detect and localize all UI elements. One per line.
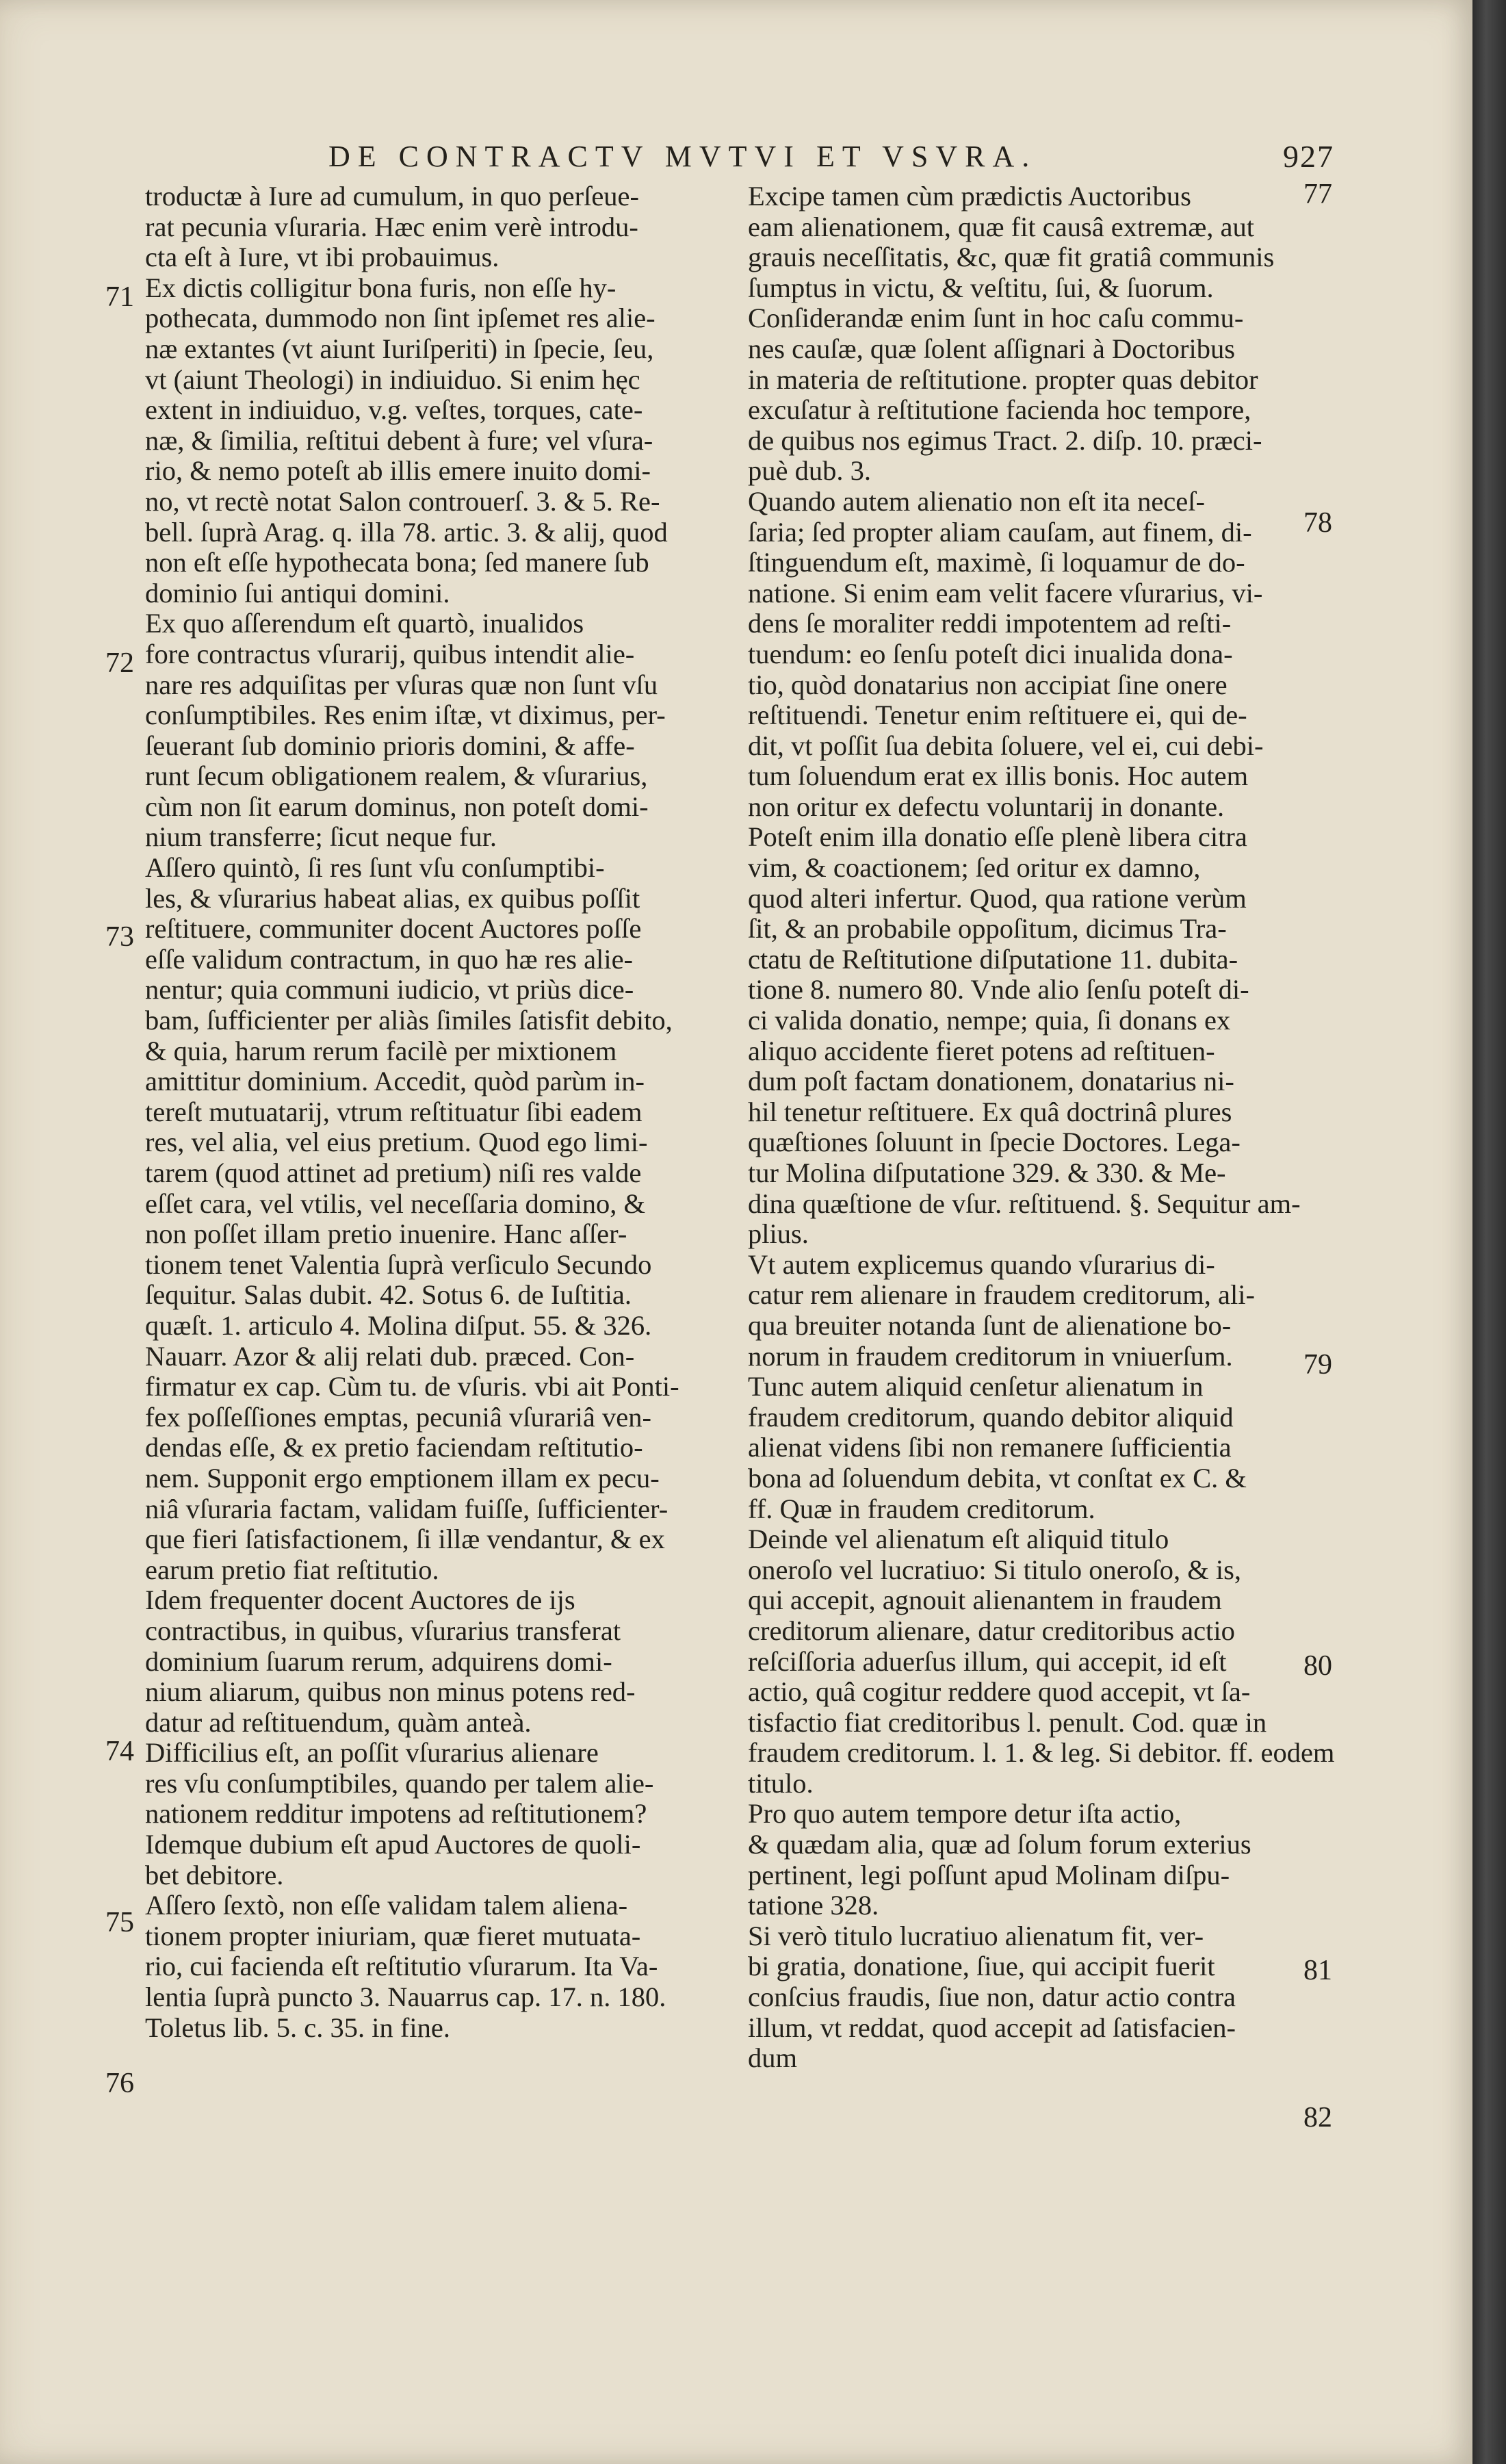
text-line: Conſiderandæ enim ſunt in hoc caſu commu- <box>748 303 1244 334</box>
margin-number-78: 78 <box>1303 507 1332 539</box>
text-line: earum pretio fiat reſtitutio. <box>145 1554 439 1585</box>
margin-number-72: 72 <box>105 647 134 679</box>
text-line: extent in indiuiduo, v.g. veſtes, torques, cate- <box>145 394 643 426</box>
text-line: oneroſo vel lucratiuo: Si titulo oneroſo, & is, <box>748 1554 1242 1585</box>
text-line: res, vel alia, vel eius pretium. Quod ego limi- <box>145 1127 648 1158</box>
text-line: ſumptus in victu, & veſtitu, ſui, & ſuorum. <box>748 272 1214 303</box>
text-line: contractibus, in quibus, vſurarius transferat <box>145 1615 621 1646</box>
text-line: ctatu de Reſtitutione diſputatione 11. dubita- <box>748 943 1238 975</box>
text-line: titulo. <box>748 1767 814 1799</box>
text-line: natione. Si enim eam velit facere vſurarius, vi- <box>748 577 1263 608</box>
text-line: reſtituendi. Tenetur enim reſtituere ei, qui de- <box>748 700 1247 731</box>
text-line: illum, vt reddat, quod accepit ad ſatisfacien- <box>748 2012 1236 2043</box>
text-line: næ, & ſimilia, reſtitui debent à fure; vel vſura- <box>145 424 653 456</box>
text-line: pothecata, dummodo non ſint ipſemet res alie- <box>145 303 655 334</box>
text-line: non eſt eſſe hypothecata bona; ſed manere ſub <box>145 547 649 578</box>
text-line: tuendum: eo ſenſu poteſt dici inualida dona- <box>748 638 1233 669</box>
left-column <box>145 181 714 2043</box>
text-line: tisfactio fiat creditoribus l. penult. Cod. quæ in <box>748 1706 1267 1738</box>
margin-number-75: 75 <box>105 1907 134 1938</box>
right-column <box>748 181 1335 2074</box>
text-line: cùm non ſit earum dominus, non poteſt domi- <box>145 791 649 822</box>
text-line: eſſe validum contractum, in quo hæ res alie- <box>145 943 634 975</box>
text-line: Si verò titulo lucratiuo alienatum fit, ver- <box>748 1920 1204 1951</box>
text-line: Poteſt enim illa donatio eſſe plenè libera citra <box>748 821 1247 853</box>
text-line: næ extantes (vt aiunt Iuriſperiti) in ſpecie, ſeu, <box>145 333 654 364</box>
text-line: firmatur ex cap. Cùm tu. de vſuris. vbi ait Ponti- <box>145 1371 679 1402</box>
text-line: res vſu conſumptibiles, quando per talem alie- <box>145 1767 654 1799</box>
text-line: nium aliarum, quibus non minus potens red- <box>145 1676 636 1708</box>
margin-number-76: 76 <box>105 2068 134 2099</box>
margin-number-77: 77 <box>1303 179 1332 210</box>
text-line: Tunc autem aliquid cenſetur alienatum in <box>748 1371 1204 1402</box>
text-line: eſſet cara, vel vtilis, vel neceſſaria domino, & <box>145 1188 645 1219</box>
text-line: ſeuerant ſub dominio prioris domini, & affe- <box>145 730 635 761</box>
text-line: Idemque dubium eſt apud Auctores de quoli- <box>145 1829 641 1860</box>
text-line: aliquo accidente fieret potens ad reſtituen- <box>748 1035 1215 1066</box>
text-line: qua breuiter notanda ſunt de alienatione bo- <box>748 1309 1232 1341</box>
text-line: dominio ſui antiqui domini. <box>145 577 450 608</box>
text-line: tio, quòd donatarius non accipiat ſine onere <box>748 669 1228 700</box>
text-line: de quibus nos egimus Tract. 2. diſp. 10. præci- <box>748 424 1262 456</box>
text-line: Ex quo aſſerendum eſt quartò, inualidos <box>145 608 584 639</box>
margin-number-82: 82 <box>1303 2102 1332 2133</box>
text-line: no, vt rectè notat Salon controuerſ. 3. & 5. Re- <box>145 485 660 517</box>
text-line: Ex dictis colligitur bona furis, non eſſe hy- <box>145 272 616 303</box>
text-line: amittitur dominium. Accedit, quòd parùm in- <box>145 1066 645 1097</box>
margin-number-73: 73 <box>105 921 134 953</box>
margin-number-80: 80 <box>1303 1650 1332 1682</box>
text-line: troductæ à Iure ad cumulum, in quo perſeue- <box>145 181 640 211</box>
running-header <box>328 136 1334 177</box>
text-line: Nauarr. Azor & alij relati dub. præced. Con- <box>145 1340 635 1372</box>
text-line: Difficilius eſt, an poſſit vſurarius alienare <box>145 1737 599 1769</box>
text-line: dominium ſuarum rerum, adquirens domi- <box>145 1645 612 1677</box>
text-line: fex poſſeſſiones emptas, pecuniâ vſurariâ ven- <box>145 1401 651 1433</box>
text-line: Excipe tamen cùm prædictis Auctoribus <box>748 181 1191 211</box>
text-line: in materia de reſtitutione. propter quas debitor <box>748 363 1258 395</box>
text-line: grauis neceſſitatis, &c, quæ fit gratiâ communis <box>748 242 1275 273</box>
text-line: rio, cui facienda eſt reſtitutio vſurarum. Ita Va- <box>145 1951 658 1982</box>
text-line: quod alteri infertur. Quod, qua ratione verùm <box>748 882 1247 914</box>
running-title: DE CONTRACTV MVTVI ET VSVRA. <box>328 139 1037 173</box>
text-line: nationem redditur impotens ad reſtitutionem? <box>145 1798 647 1830</box>
margin-number-74: 74 <box>105 1736 134 1767</box>
text-line: qui accepit, agnouit alienantem in fraudem <box>748 1584 1222 1616</box>
text-line: ff. Quæ in fraudem creditorum. <box>748 1493 1095 1524</box>
text-line: tione 8. numero 80. Vnde alio ſenſu poteſt di- <box>748 974 1249 1005</box>
text-line: tum ſoluendum erat ex illis bonis. Hoc autem <box>748 760 1249 792</box>
text-line: lentia ſuprà puncto 3. Nauarrus cap. 17. n. 180. <box>145 1981 666 2013</box>
text-line: eam alienationem, quæ fit causâ extremæ, aut <box>748 211 1254 242</box>
text-line: Deinde vel alienatum eſt aliquid titulo <box>748 1524 1169 1555</box>
margin-number-81: 81 <box>1303 1955 1332 1986</box>
text-line: vt (aiunt Theologi) in indiuiduo. Si enim hęc <box>145 363 640 395</box>
text-line: Aſſero ſextò, non eſſe validam talem aliena- <box>145 1890 628 1921</box>
text-line: bet debitore. <box>145 1859 284 1890</box>
text-line: tionem propter iniuriam, quæ fieret mutuata- <box>145 1920 641 1951</box>
text-line: ſtinguendum eſt, maximè, ſi loquamur de do- <box>748 547 1245 578</box>
text-line: ci valida donatio, nempe; quia, ſi donans ex <box>748 1005 1231 1036</box>
text-line: tereſt mutuatarij, vtrum reſtituatur ſibi eadem <box>145 1096 642 1127</box>
text-line: Pro quo autem tempore detur iſta actio, <box>748 1798 1182 1830</box>
text-line: bona ad ſoluendum debita, vt conſtat ex C. & <box>748 1462 1247 1493</box>
text-line: quæſt. 1. articulo 4. Molina diſput. 55. & 326. <box>145 1309 652 1341</box>
text-line: rat pecunia vſuraria. Hæc enim verè introdu- <box>145 211 638 242</box>
text-line: dendas eſſe, & ex pretio faciendam reſtitutio- <box>145 1432 643 1463</box>
text-line: ſaria; ſed propter aliam cauſam, aut finem, di- <box>748 516 1252 548</box>
text-line: puè dub. 3. <box>748 455 871 487</box>
text-line: non poſſet illam pretio inuenire. Hanc aſſer- <box>145 1218 627 1250</box>
text-line: plius. <box>748 1218 809 1250</box>
text-line: pertinent, legi poſſunt apud Molinam diſpu- <box>748 1859 1230 1890</box>
scan-background-edge <box>1472 0 1506 2464</box>
text-line: reſtituere, communiter docent Auctores poſſe <box>145 913 642 945</box>
text-line: vim, & coactionem; ſed oritur ex damno, <box>748 852 1201 884</box>
text-line: actio, quâ cogitur reddere quod accepit, vt ſa- <box>748 1676 1251 1708</box>
text-line: bi gratia, donatione, ſiue, qui accipit fuerit <box>748 1951 1215 1982</box>
text-line: tur Molina diſputatione 329. & 330. & Me- <box>748 1157 1226 1188</box>
text-line: ſequitur. Salas dubit. 42. Sotus 6. de Iuſtitia. <box>145 1279 632 1311</box>
text-line: Idem frequenter docent Auctores de ijs <box>145 1584 575 1616</box>
text-line: nentur; quia communi iudicio, vt priùs dice- <box>145 974 634 1005</box>
text-line: conſcius fraudis, ſiue non, datur actio contra <box>748 1981 1236 2013</box>
text-line: nes cauſæ, quæ ſolent aſſignari à Doctoribus <box>748 333 1235 364</box>
text-line: Toletus lib. 5. c. 35. in fine. <box>145 2012 450 2043</box>
text-line: dens ſe moraliter reddi impotentem ad reſti- <box>748 608 1232 639</box>
page-number: 927 <box>1283 138 1334 174</box>
text-line: les, & vſurarius habeat alias, ex quibus poſſit <box>145 882 640 914</box>
text-line: alienat videns ſibi non remanere ſufficientia <box>748 1432 1232 1463</box>
text-line: quæſtiones ſoluunt in ſpecie Doctores. Lega- <box>748 1127 1241 1158</box>
text-line: niâ vſuraria factam, validam fuiſſe, ſufficienter- <box>145 1493 668 1524</box>
text-line: non oritur ex defectu voluntarij in donante. <box>748 791 1225 822</box>
text-line: fraudem creditorum. l. 1. & leg. Si debitor. ff. eodem <box>748 1737 1335 1769</box>
text-line: & quia, harum rerum facilè per mixtionem <box>145 1035 617 1066</box>
margin-number-71: 71 <box>105 281 134 313</box>
text-line: dum <box>748 2042 798 2074</box>
text-line: rio, & nemo poteſt ab illis emere inuito domi- <box>145 455 651 487</box>
text-line: Quando autem alienatio non eſt ita neceſ- <box>748 485 1205 517</box>
text-line: norum in fraudem creditorum in vniuerſum. <box>748 1340 1233 1372</box>
text-line: dum poſt factam donationem, donatarius ni- <box>748 1066 1234 1097</box>
text-line: datur ad reſtituendum, quàm anteà. <box>145 1706 532 1738</box>
text-line: hil tenetur reſtituere. Ex quâ doctrinâ plures <box>748 1096 1232 1127</box>
text-line: nare res adquiſitas per vſuras quæ non ſunt vſu <box>145 669 658 700</box>
text-line: tatione 328. <box>748 1890 879 1921</box>
text-line: conſumptibiles. Res enim iſtæ, vt diximus, per- <box>145 700 666 731</box>
text-line: nium transferre; ſicut neque fur. <box>145 821 497 853</box>
text-line: tionem tenet Valentia ſuprà verſiculo Secundo <box>145 1248 652 1280</box>
text-line: bell. ſuprà Arag. q. illa 78. artic. 3. & alij, quod <box>145 516 668 548</box>
text-line: que fieri ſatisfactionem, ſi illæ vendantur, & ex <box>145 1524 665 1555</box>
text-line: nem. Supponit ergo emptionem illam ex pecu- <box>145 1462 660 1493</box>
text-line: dit, vt poſſit ſua debita ſoluere, vel ei, cui debi- <box>748 730 1264 761</box>
text-line: dina quæſtione de vſur. reſtituend. §. Sequitur am- <box>748 1188 1301 1219</box>
text-line: cta eſt à Iure, vt ibi probauimus. <box>145 242 499 273</box>
text-line: ſit, & an probabile oppoſitum, dicimus Tra- <box>748 913 1227 945</box>
text-line: reſciſſoria aduerſus illum, qui accepit, id eſt <box>748 1645 1227 1677</box>
margin-number-79: 79 <box>1303 1349 1332 1381</box>
text-line: Vt autem explicemus quando vſurarius di- <box>748 1248 1215 1280</box>
text-line: catur rem alienare in fraudem creditorum, ali- <box>748 1279 1256 1311</box>
text-line: tarem (quod attinet ad pretium) niſi res valde <box>145 1157 642 1188</box>
text-line: bam, ſufficienter per aliàs ſimiles ſatisfit debito, <box>145 1005 673 1036</box>
text-line: Aſſero quintò, ſi res ſunt vſu conſumptibi- <box>145 852 605 884</box>
text-line: fore contractus vſurarij, quibus intendit alie- <box>145 638 635 669</box>
text-line: fraudem creditorum, quando debitor aliquid <box>748 1401 1234 1433</box>
text-line: & quædam alia, quæ ad ſolum forum exterius <box>748 1829 1251 1860</box>
text-line: runt ſecum obligationem realem, & vſurarius, <box>145 760 648 792</box>
text-line: creditorum alienare, datur creditoribus actio <box>748 1615 1235 1646</box>
text-line: excuſatur à reſtitutione facienda hoc tempore, <box>748 394 1251 426</box>
